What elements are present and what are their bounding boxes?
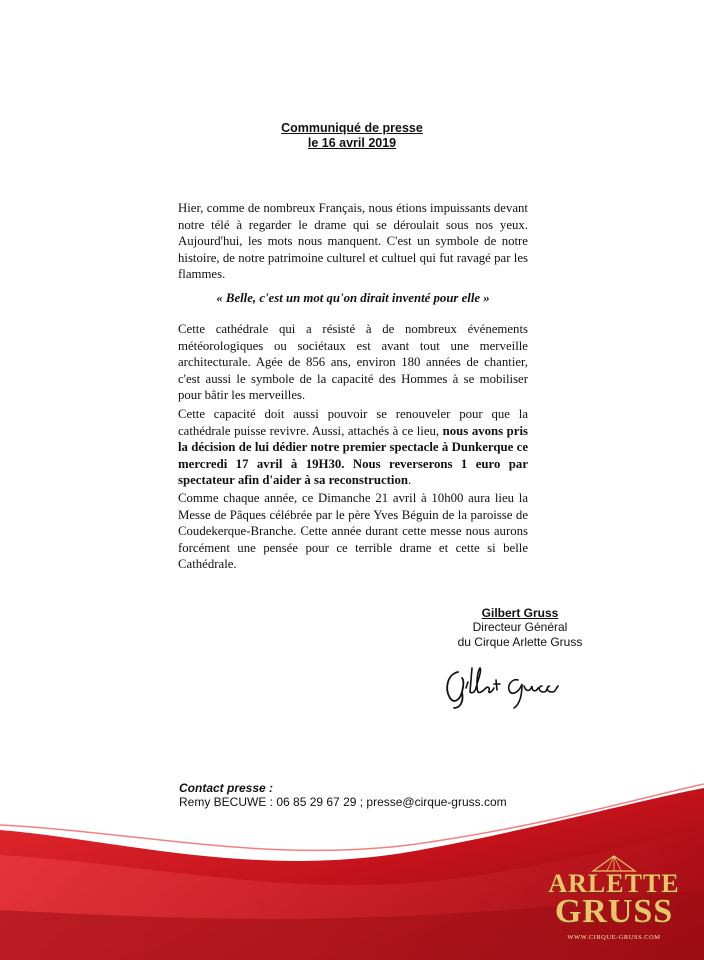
logo-arlette: ARLETTE [548,869,680,898]
decision-bold-text: nous avons pris la décision de lui dédier notre premier spectacle à Dunkerque ce mercredi 17 avril à 19H30. Nous reverserons 1 euro par spectateur afin d'aider à sa reconstruction [178,423,529,487]
signatory-name: Gilbert Gruss [481,606,559,620]
logo-gruss: GRUSS [554,893,674,930]
paragraph-decision [178,406,528,489]
logo-website: WWW.CIRQUE-GRUSS.COM [567,934,661,941]
signatory-organization: du Cirque Arlette Gruss [457,635,583,649]
arlette-gruss-logo [544,855,694,955]
document-title: Communiqué de presse [281,121,423,135]
handwritten-signature [442,658,574,710]
quote-line: « Belle, c'est un mot qu'on dirait inventé pour elle » [216,291,490,305]
decision-end: . [407,473,412,487]
decision-text: Cette capacité doit aussi pouvoir se renouveler pour que la cathédrale puisse revivre. Aussi, attachés à ce lieu, [178,407,528,438]
paragraph-mass: Comme chaque année, ce Dimanche 21 avril à 10h00 aura lieu la Messe de Pâques célébrée par le père Yves Béguin de la paroisse de Coudekerque-Branche. Cette année durant cette messe nous aurons forcément une pensée pour ce terrible drame et cette si belle Cathédrale. [178,491,528,571]
document-date: le 16 avril 2019 [307,136,397,150]
paragraph-cathedral: Cette cathédrale qui a résisté à de nombreux événements météorologiques ou sociétaux est avant tout une merveille architecturale. Agée de 856 ans, environ 180 années de chantier, c'est aussi le symbole de la capacité des Hommes à se mobiliser pour bâtir les merveilles. [178,322,528,402]
signatory-title: Directeur Général [472,620,568,634]
contact-details: Remy BECUWE : 06 85 29 67 29 ; presse@cirque-gruss.com [179,795,507,809]
paragraph-intro: Hier, comme de nombreux Français, nous étions impuissants devant notre télé à regarder le drame qui se déroulait sous nos yeux. Aujourd'hui, les mots nous manquent. C'est un symbole de notre histoire, de notre patrimoine culturel et cultuel qui fut ravagé par les flammes. [178,201,528,281]
contact-label: Contact presse : [179,781,274,795]
